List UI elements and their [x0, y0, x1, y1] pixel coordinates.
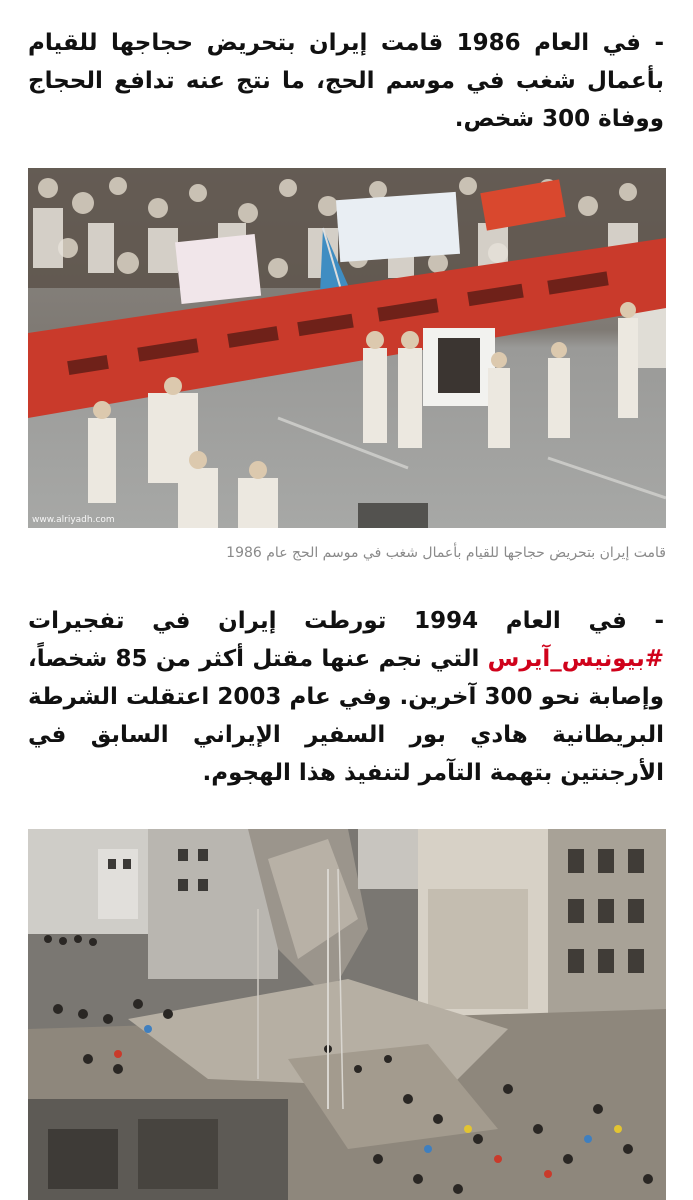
paragraph-text: تورطت إيران في تفجيرات	[28, 608, 415, 634]
paragraph-1986	[28, 24, 664, 138]
image-caption: قامت إيران بتحريض حجاجها للقيام بأعمال شغب في موسم الحج عام 1986	[226, 545, 666, 561]
image-watermark: www.alriyadh.com	[32, 515, 115, 525]
paragraph-prefix: - في العام	[478, 608, 664, 634]
paragraph-text: شخصاً، وإصابة نحو	[28, 646, 664, 710]
injury-count: 300	[484, 684, 533, 710]
year-1986: 1986	[456, 30, 521, 56]
hajj-protest-photo	[28, 168, 666, 528]
paragraph-text: قامت إيران بتحريض حجاجها للقيام بأعمال شغب في موسم الحج، ما نتج عنه تدافع الحجاج ووفاة	[28, 30, 664, 132]
death-count: 85	[115, 646, 148, 672]
year-1994: 1994	[414, 608, 479, 634]
buenos-aires-bombing-photo	[28, 829, 666, 1200]
paragraph-suffix: شخص.	[454, 106, 543, 132]
paragraph-text: اعتقلت الشرطة البريطانية هادي بور السفير الإيراني السابق في الأرجنتين بتهمة التآمر لتنفيذ هذا الهجوم.	[28, 684, 664, 786]
year-2003: 2003	[217, 684, 282, 710]
paragraph-text: التي نجم عنها مقتل أكثر من	[147, 646, 488, 672]
paragraph-prefix: - في العام	[520, 30, 664, 56]
paragraph-1994	[28, 602, 664, 792]
hashtag-buenos-aires-link[interactable]: #بيونيس_آيرس	[487, 646, 664, 672]
death-count: 300	[542, 106, 591, 132]
paragraph-text: آخرين. وفي عام	[281, 684, 485, 710]
